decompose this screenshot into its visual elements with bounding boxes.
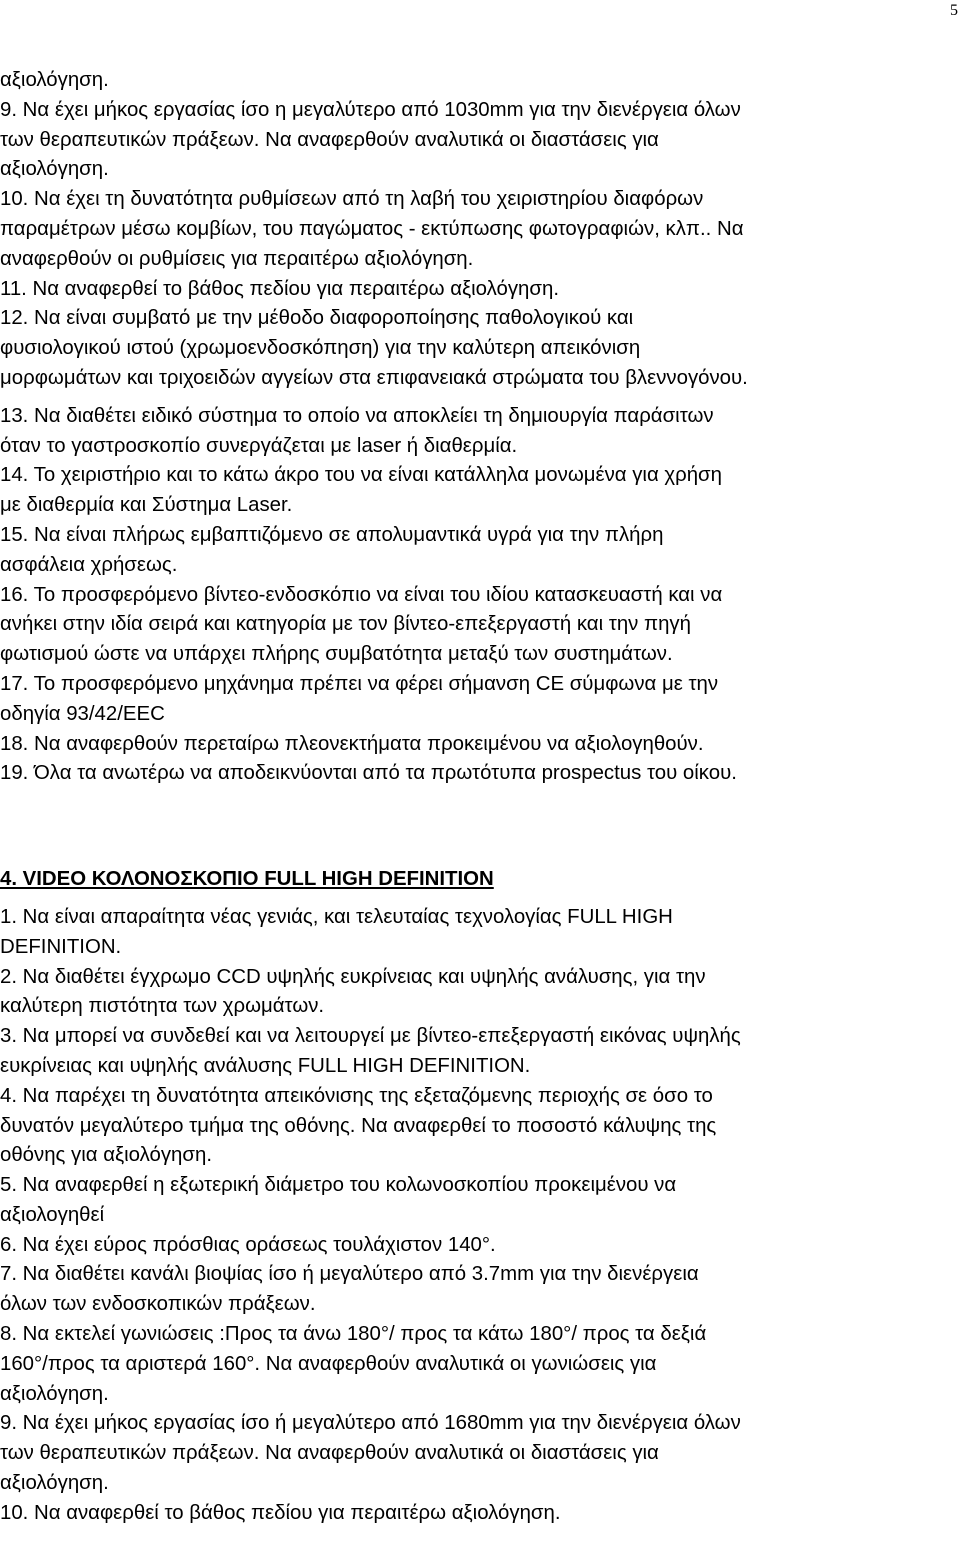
text-line: φωτισμού ώστε να υπάρχει πλήρης συμβατότητα μεταξύ των συστημάτων. [0, 643, 673, 666]
text-line: 15. Να είναι πλήρως εμβαπτιζόμενο σε απολυμαντικά υγρά για την πλήρη [0, 523, 664, 546]
text-line: 13. Να διαθέτει ειδικό σύστημα το οποίο να αποκλείει τη δημιουργία παράσιτων [0, 404, 714, 427]
text-line: 18. Να αναφερθούν περεταίρω πλεονεκτήματα προκειμένου να αξιολογηθούν. [0, 732, 704, 755]
text-line: 3. Να μπορεί να συνδεθεί και να λειτουργεί με βίντεο-επεξεργαστή εικόνας υψηλής [0, 1025, 741, 1048]
text-line: 11. Να αναφερθεί το βάθος πεδίου για περαιτέρω αξιολόγηση. [0, 277, 559, 300]
text-line: 160°/προς τα αριστερά 160°. Να αναφερθούν αναλυτικά οι γωνιώσεις για [0, 1352, 657, 1375]
text-line: 14. Το χειριστήριο και το κάτω άκρο του να είναι κατάλληλα μονωμένα για χρήση [0, 464, 722, 487]
text-line: όλων των ενδοσκοπικών πράξεων. [0, 1293, 316, 1316]
text-line: 2. Να διαθέτει έγχρωμο CCD υψηλής ευκρίνειας και υψηλής ανάλυσης, για την [0, 965, 706, 988]
text-line: 9. Να έχει μήκος εργασίας ίσο ή μεγαλύτερο από 1680mm για την διενέργεια όλων [0, 1412, 741, 1435]
text-line: με διαθερμία και Σύστημα Laser. [0, 494, 293, 517]
text-block-1 [0, 66, 958, 394]
text-line: δυνατόν μεγαλύτερο τμήμα της οθόνης. Να αναφερθεί το ποσοστό κάλυψης της [0, 1114, 717, 1137]
text-line: όταν το γαστροσκοπίο συνεργάζεται με laser ή διαθερμία. [0, 434, 518, 457]
text-line: 4. Να παρέχει τη δυνατότητα απεικόνισης της εξεταζόμενης περιοχής σε όσο το [0, 1084, 713, 1107]
text-line: οδηγία 93/42/EEC [0, 702, 165, 725]
text-line: 10. Να αναφερθεί το βάθος πεδίου για περαιτέρω αξιολόγηση. [0, 1501, 561, 1524]
text-line: μορφωμάτων και τριχοειδών αγγείων στα επιφανειακά στρώματα του βλεννογόνου. [0, 366, 748, 389]
text-line: 16. Το προσφερόμενο βίντεο-ενδοσκόπιο να είναι του ιδίου κατασκευαστή και να [0, 583, 723, 606]
text-line: ανήκει στην ιδία σειρά και κατηγορία με τον βίντεο-επεξεργαστή και την πηγή [0, 613, 691, 636]
text-line: 9. Να έχει μήκος εργασίας ίσο η μεγαλύτερο από 1030mm για την διενέργεια όλων [0, 98, 741, 121]
text-line: 8. Να εκτελεί γωνιώσεις :Προς τα άνω 180°/ προς τα κάτω 180°/ προς τα δεξιά [0, 1323, 707, 1346]
text-line: 19. Όλα τα ανωτέρω να αποδεικνύονται από τα πρωτότυπα prospectus του οίκου. [0, 762, 737, 785]
text-line: αξιολογηθεί [0, 1203, 105, 1226]
text-line: ευκρίνειας και υψηλής ανάλυσης FULL HIGH DEFINITION. [0, 1054, 531, 1077]
text-line: καλύτερη πιστότητα των χρωμάτων. [0, 995, 325, 1018]
text-line: ασφάλεια χρήσεως. [0, 553, 178, 576]
text-line: 1. Να είναι απαραίτητα νέας γενιάς, και τελευταίας τεχνολογίας FULL HIGH [0, 905, 673, 928]
text-line: 7. Να διαθέτει κανάλι βιοψίας ίσο ή μεγαλύτερο από 3.7mm για την διενέργεια [0, 1263, 699, 1286]
document-body [0, 66, 958, 1529]
text-line: 6. Να έχει εύρος πρόσθιας οράσεως τουλάχιστον 140°. [0, 1233, 496, 1256]
text-line: παραμέτρων μέσω κομβίων, του παγώματος - εκτύπωσης φωτογραφιών, κλπ.. Να [0, 217, 744, 240]
text-line: αναφερθούν οι ρυθμίσεις για περαιτέρω αξιολόγηση. [0, 247, 474, 270]
text-line: αξιολόγηση. [0, 158, 109, 181]
text-line: οθόνης για αξιολόγηση. [0, 1144, 212, 1167]
text-block-3 [0, 903, 958, 1529]
text-line: 17. Το προσφερόμενο μηχάνημα πρέπει να φέρει σήμανση CE σύμφωνα με την [0, 672, 719, 695]
text-block-2 [0, 402, 958, 789]
text-line: 10. Να έχει τη δυνατότητα ρυθμίσεων από τη λαβή του χειριστηρίου διαφόρων [0, 188, 704, 211]
text-line: 12. Να είναι συμβατό με την μέθοδο διαφοροποίησης παθολογικού και [0, 307, 634, 330]
text-line: 5. Να αναφερθεί η εξωτερική διάμετρο του κολωνοσκοπίου προκειμένου να [0, 1174, 677, 1197]
page-number: 5 [950, 2, 958, 19]
text-line: αξιολόγηση. [0, 69, 109, 91]
text-line: αξιολόγηση. [0, 1472, 109, 1495]
text-line: των θεραπευτικών πράξεων. Να αναφερθούν αναλυτικά οι διαστάσεις για [0, 128, 659, 151]
text-line: φυσιολογικού ιστού (χρωμοενδοσκόπηση) για την καλύτερη απεικόνιση [0, 337, 641, 360]
text-line: των θεραπευτικών πράξεων. Να αναφερθούν αναλυτικά οι διαστάσεις για [0, 1442, 659, 1465]
text-line: DEFINITION. [0, 935, 122, 958]
text-line: αξιολόγηση. [0, 1382, 109, 1405]
section-heading: 4. VIDEO ΚΟΛΟΝΟΣΚΟΠΙΟ FULL HIGH DEFINITION [0, 868, 494, 891]
